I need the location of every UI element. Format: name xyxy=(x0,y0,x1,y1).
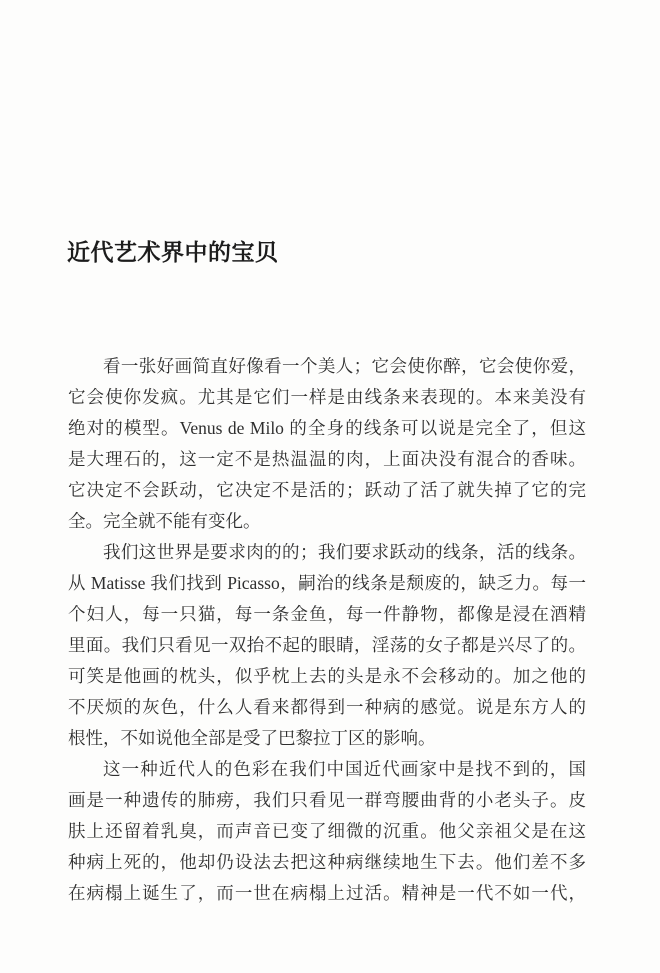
text-line: 肤上还留着乳臭，而声音已变了细微的沉重。他父亲祖父是在这 xyxy=(68,821,586,841)
text-line: 是大理石的，这一定不是热温温的肉，上面决没有混合的香味。 xyxy=(68,449,586,469)
text-line: 画是一种遗传的肺痨，我们只看见一群弯腰曲背的小老头子。皮 xyxy=(68,790,586,810)
text-line: 从 Matisse 我们找到 Picasso，嗣治的线条是颓废的，缺乏力。每一 xyxy=(68,573,586,593)
text-line: 绝对的模型。Venus de Milo 的全身的线条可以说是完全了，但这 xyxy=(68,418,586,438)
text-line: 种病上死的，他却仍设法去把这种病继续地生下去。他们差不多 xyxy=(68,852,586,872)
text-line: 全。完全就不能有变化。 xyxy=(68,511,261,531)
paragraph xyxy=(68,754,586,909)
article-body xyxy=(68,351,586,909)
text-line: 根性，不如说他全部是受了巴黎拉丁区的影响。 xyxy=(68,728,436,748)
text-line: 它决定不会跃动，它决定不是活的；跃动了活了就失掉了它的完 xyxy=(68,480,586,500)
paragraph xyxy=(68,537,586,754)
text-line: 这一种近代人的色彩在我们中国近代画家中是找不到的，国 xyxy=(103,759,586,779)
text-line: 不厌烦的灰色，什么人看来都得到一种病的感觉。说是东方人的 xyxy=(68,697,586,717)
text-line: 里面。我们只看见一双抬不起的眼睛，淫荡的女子都是兴尽了的。 xyxy=(68,635,586,655)
text-line: 我们这世界是要求肉的的；我们要求跃动的线条，活的线条。 xyxy=(103,542,586,562)
paragraph xyxy=(68,351,586,537)
text-line: 可笑是他画的枕头，似乎枕上去的头是永不会移动的。加之他的 xyxy=(68,666,586,686)
text-line: 个妇人，每一只猫，每一条金鱼，每一件静物，都像是浸在酒精 xyxy=(68,604,586,624)
text-line: 看一张好画简直好像看一个美人；它会使你醉，它会使你爱， xyxy=(103,356,586,376)
article-title: 近代艺术界中的宝贝 xyxy=(67,240,279,265)
text-line: 它会使你发疯。尤其是它们一样是由线条来表现的。本来美没有 xyxy=(68,387,586,407)
text-line: 在病榻上诞生了，而一世在病榻上过活。精神是一代不如一代， xyxy=(68,883,586,903)
